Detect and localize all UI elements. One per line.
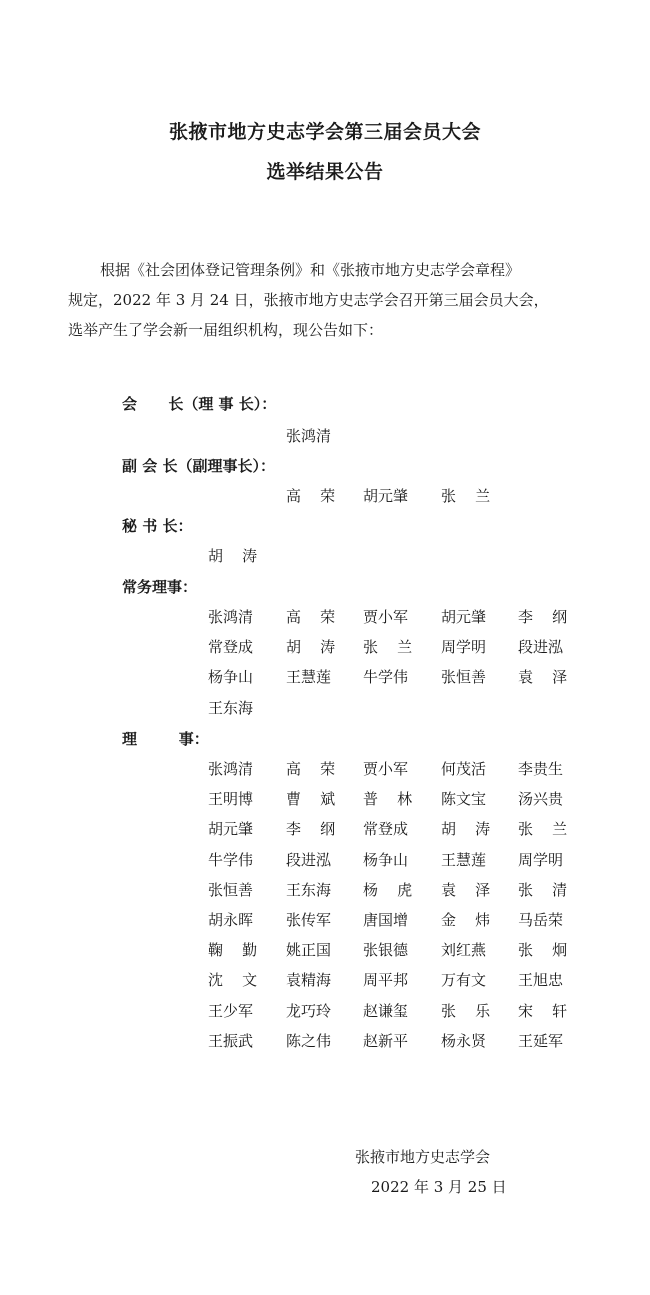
- member-name: 王振武: [208, 1031, 254, 1050]
- member-name: 李 纲: [518, 608, 568, 626]
- member-name: 袁精海: [286, 971, 332, 990]
- vice-president-name: 高 荣: [286, 487, 336, 505]
- member-name: 张 兰: [518, 820, 568, 839]
- member-name: 姚正国: [286, 941, 332, 960]
- member-name: 高 荣: [286, 608, 336, 626]
- member-name: 胡 涛: [286, 638, 336, 657]
- member-name: 张 兰: [363, 638, 413, 657]
- member-name: 马岳荣: [518, 911, 564, 929]
- member-name: 周学明: [518, 850, 564, 869]
- president-label: 会 长（理 事 长）：: [122, 395, 277, 413]
- member-name: 胡永晖: [208, 911, 254, 929]
- member-name: 张鸿清: [208, 760, 254, 778]
- member-name: 胡元肇: [208, 820, 254, 839]
- intro-line: 规定，2022 年 3 月 24 日，张掖市地方史志学会召开第三届会员大会，: [68, 291, 549, 309]
- member-name: 贾小军: [363, 608, 409, 626]
- secretary-general-label: 秘 书 长：: [122, 517, 193, 535]
- president-name: 张鸿清: [286, 427, 332, 445]
- member-name: 普 林: [363, 790, 413, 809]
- member-name: 牛学伟: [208, 850, 254, 869]
- member-name: 张鸿清: [208, 608, 254, 626]
- member-name: 汤兴贵: [518, 790, 564, 809]
- member-name: 唐国增: [363, 911, 409, 929]
- member-name: 胡元肇: [441, 608, 487, 626]
- member-name: 金 炜: [441, 911, 491, 929]
- vice-president-label: 副 会 长（副理事长）：: [122, 457, 275, 475]
- member-name: 张 乐: [441, 1001, 491, 1020]
- member-name: 周平邦: [363, 971, 409, 990]
- member-name: 王旭忠: [518, 971, 564, 990]
- intro-line: 选举产生了学会新一届组织机构，现公告如下：: [68, 321, 384, 339]
- member-name: 李贵生: [518, 760, 564, 778]
- member-name: 万有文: [441, 971, 487, 990]
- member-name: 张银德: [363, 941, 409, 960]
- member-name: 袁 泽: [518, 668, 568, 687]
- member-name: 赵谦玺: [363, 1001, 409, 1020]
- member-name: 龙巧玲: [286, 1001, 332, 1020]
- member-name: 赵新平: [363, 1031, 409, 1050]
- member-name: 何茂活: [441, 760, 487, 778]
- member-name: 杨永贤: [441, 1031, 487, 1050]
- page-subtitle: 选举结果公告: [266, 161, 384, 183]
- vice-president-name: 张 兰: [441, 487, 491, 505]
- member-name: 袁 泽: [441, 880, 491, 899]
- member-name: 段进泓: [518, 638, 564, 657]
- member-name: 王东海: [208, 698, 254, 717]
- member-name: 张恒善: [441, 668, 487, 687]
- member-name: 张 炯: [518, 941, 568, 960]
- member-name: 王慧莲: [286, 668, 332, 687]
- member-name: 王明博: [208, 790, 254, 809]
- member-name: 周学明: [441, 638, 487, 657]
- member-name: 杨争山: [208, 668, 254, 687]
- secretary-general-name: 胡 涛: [208, 547, 258, 565]
- member-name: 王少军: [208, 1001, 254, 1020]
- member-name: 胡 涛: [441, 820, 491, 839]
- member-name: 牛学伟: [363, 668, 409, 687]
- directors-label: 理 事：: [122, 730, 209, 748]
- member-name: 王延军: [518, 1031, 564, 1050]
- member-name: 沈 文: [208, 971, 258, 990]
- page-title: 张掖市地方史志学会第三届会员大会: [168, 121, 481, 143]
- member-name: 张传军: [286, 911, 332, 929]
- member-name: 王东海: [286, 880, 332, 899]
- member-name: 杨争山: [363, 850, 409, 869]
- member-name: 陈之伟: [286, 1031, 332, 1050]
- member-name: 杨 虎: [363, 880, 413, 899]
- member-name: 张恒善: [208, 880, 254, 899]
- member-name: 陈文宝: [441, 790, 487, 809]
- member-name: 高 荣: [286, 760, 336, 778]
- member-name: 宋 轩: [518, 1001, 568, 1020]
- member-name: 曹 斌: [286, 790, 336, 809]
- standing-directors-label: 常务理事：: [122, 578, 198, 596]
- signature-date: 2022 年 3 月 25 日: [371, 1178, 507, 1196]
- signature-organization: 张掖市地方史志学会: [355, 1148, 491, 1166]
- member-name: 刘红燕: [441, 941, 487, 960]
- member-name: 常登成: [363, 820, 409, 839]
- intro-paragraph: [68, 255, 588, 345]
- member-name: 段进泓: [286, 850, 332, 869]
- vice-president-name: 胡元肇: [363, 487, 409, 505]
- intro-line: 根据《社会团体登记管理条例》和《张掖市地方史志学会章程》: [100, 261, 521, 279]
- member-name: 鞠 勤: [208, 941, 258, 960]
- member-name: 王慧莲: [441, 850, 487, 869]
- member-name: 贾小军: [363, 760, 409, 778]
- member-name: 李 纲: [286, 820, 336, 839]
- member-name: 张 清: [518, 880, 568, 899]
- member-name: 常登成: [208, 638, 254, 657]
